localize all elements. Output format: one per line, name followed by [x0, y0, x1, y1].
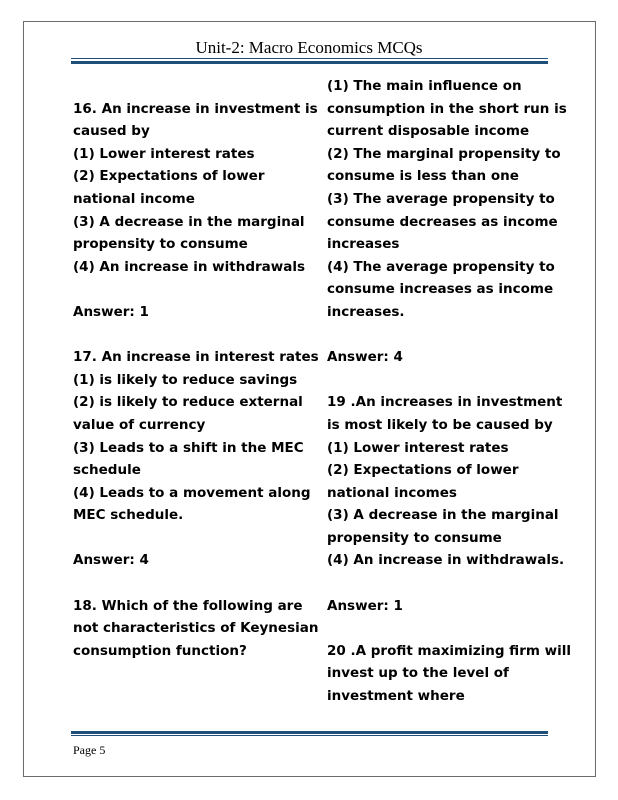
text-line: (2) Expectations of lower: [327, 462, 519, 479]
text-line: (1) Lower interest rates: [73, 145, 255, 162]
blank-line: [73, 527, 313, 550]
text-line: national incomes: [327, 484, 457, 501]
header-rule-thin: [71, 58, 548, 59]
text-line: (4) An increase in withdrawals: [73, 258, 306, 275]
text-line: MEC schedule.: [73, 507, 184, 524]
text-line: increases: [327, 236, 400, 253]
blank-line: [73, 75, 313, 98]
text-line: Answer: 4: [73, 552, 149, 569]
text-line: value of currency: [73, 416, 206, 433]
text-line: (1) The main influence on: [327, 78, 522, 94]
header-rule-thick: [71, 61, 548, 64]
text-line: 20 .A profit maximizing firm will: [327, 642, 571, 659]
text-line: (3) A decrease in the marginal: [73, 213, 305, 230]
text-line: current disposable income: [327, 123, 530, 140]
text-line: national income: [73, 190, 195, 207]
text-line: (3) Leads to a shift in the MEC: [73, 439, 304, 456]
blank-line: [73, 278, 313, 301]
text-line: investment where: [327, 688, 465, 705]
text-line: (1) is likely to reduce savings: [73, 371, 298, 388]
footer-rule-thick: [71, 731, 548, 734]
text-line: 18. Which of the following are: [73, 597, 303, 614]
text-line: Answer: 4: [327, 349, 403, 366]
blank-line: [327, 369, 567, 392]
blank-line: [73, 324, 313, 347]
text-line: (2) is likely to reduce external: [73, 394, 303, 411]
blank-line: [73, 572, 313, 595]
page-header-title: Unit-2: Macro Economics MCQs: [195, 38, 423, 57]
footer-rule-thin: [71, 735, 548, 736]
text-line: 16. An increase in investment is: [73, 100, 318, 117]
blank-line: [327, 324, 567, 347]
text-line: (3) The average propensity to: [327, 190, 555, 207]
left-column: [73, 75, 319, 662]
text-line: Answer: 1: [327, 597, 403, 614]
text-line: (1) Lower interest rates: [327, 439, 509, 456]
text-line: consume is less than one: [327, 168, 519, 185]
text-line: not characteristics of Keynesian: [73, 620, 319, 637]
page-number: Page 5: [73, 743, 106, 757]
text-line: (2) Expectations of lower: [73, 168, 265, 185]
text-line: 19 .An increases in investment: [327, 394, 563, 411]
text-line: consumption in the short run is: [327, 100, 567, 117]
text-line: propensity to consume: [327, 529, 502, 546]
text-line: propensity to consume: [73, 236, 248, 253]
text-line: increases.: [327, 303, 405, 320]
text-line: consume decreases as income: [327, 213, 558, 230]
text-line: (4) Leads to a movement along: [73, 484, 311, 501]
text-line: consumption function?: [73, 642, 247, 659]
text-line: schedule: [73, 462, 141, 479]
text-line: consume increases as income: [327, 281, 554, 298]
text-line: (4) An increase in withdrawals.: [327, 552, 565, 569]
text-line: 17. An increase in interest rates: [73, 349, 319, 366]
text-line: (3) A decrease in the marginal: [327, 507, 559, 524]
text-line: (2) The marginal propensity to: [327, 145, 561, 162]
blank-line: [327, 572, 567, 595]
blank-line: [327, 617, 567, 640]
text-line: is most likely to be caused by: [327, 416, 553, 433]
right-column: [327, 75, 571, 708]
text-line: invest up to the level of: [327, 665, 509, 682]
text-line: caused by: [73, 123, 150, 140]
text-line: Answer: 1: [73, 303, 149, 320]
text-line: (4) The average propensity to: [327, 258, 555, 275]
